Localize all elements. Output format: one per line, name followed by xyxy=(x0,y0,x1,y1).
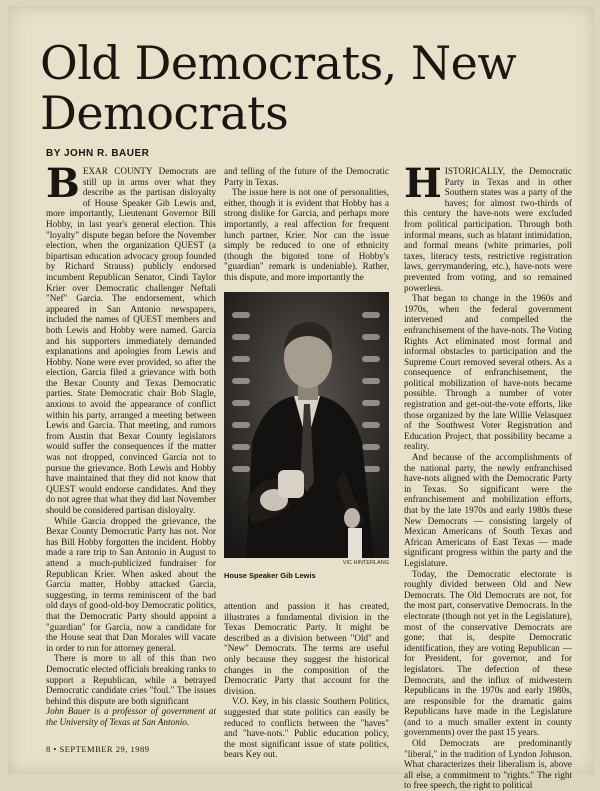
magazine-page xyxy=(8,6,594,791)
paragraph: attention and passion it has created, illustrates a fundamental division in the Texas Democratic Party. It might be described as a division between "Old" and "New" Democrats. The terms are useful only because they suggest the historical changes in the composition of the Democratic Party that account for the division. xyxy=(224,601,389,696)
paragraph: and telling of the future of the Democratic Party in Texas. xyxy=(224,166,389,187)
column-2-top xyxy=(224,166,389,288)
headline: Old Democrats, New Democrats xyxy=(40,36,517,140)
column-1 xyxy=(46,160,216,752)
paragraph: While Garcia dropped the grievance, the Bexar County Democratic Party has not. Nor has Bill Hobby forgotten the incident. Hobby made a rare trip to San Antonio in August to attend a much-publicized fundraiser for Republican Krier. When asked about the Garcia matter, Hobby attacked Garcia, suggesting, in terms reminiscent of the bad old days of good-old-boy Democratic politics, that the Democratic Party should appoint a "guardian" for Garcia, now a candidate for the House seat that Dan Morales will vacate in order to run for attorney general. xyxy=(46,515,216,653)
paragraph: And because of the accomplishments of the national party, the newly enfranchised have-nots aligned with the Democratic Party in Texas. So significant were the enfranchisement and mobilization efforts, that by the late 1970s and early 1980s these New Democrats — consisting largely of Mexican Americans of South Texas and African Americans of East Texas — made significant progress within the party and the Legislature. xyxy=(404,452,572,568)
page-folio: 8 • SEPTEMBER 29, 1989 xyxy=(46,744,150,754)
column-3 xyxy=(404,160,572,791)
drop-cap: B xyxy=(46,160,80,207)
paragraph: The issue here is not one of personalities, either, though it is evident that Hobby has a strong dislike for Garcia, and perhaps more importantly, a real affection for frequent lunch partner, Krier. Nor can the issue simply be reduced to one of ethnicity (though the bigoted tone of Hobby's "guardian" remark is undeniable). Rather, this dispute, and more importantly the xyxy=(224,187,389,282)
paragraph: That began to change in the 1960s and 1970s, when the federal government intervened and compelled the enfranchisement of the have-nots. The Voting Rights Act eliminated most formal and informal obstacles to participation and the Supreme Court removed several others. As a consequence of enfranchisement, the political mobilization of have-nots became possible. Through a number of voter registration and get-out-the-vote efforts, like those organized by the late Willie Velasquez of the Southwest Voter Registration and Education Project, that possibility became a reality. xyxy=(404,293,572,452)
paragraph: HISTORICALLY, the Democratic Party in Texas and in other Southern states was a party of the haves; for almost two-thirds of this century the have-nots were excluded from political participation. Through both informal means, such as blatant intimidation, and formal means (white primaries, poll taxes, literacy tests, restrictive registration laws, gerrymandering, etc.), have-nots were prevented from voting, and so remained powerless. xyxy=(404,160,572,293)
paragraph: There is more to all of this than two Democratic elected officials breaking ranks to support a Republican, while a betrayed Democratic candidate cries "foul." The issues behind this dispute are both significant xyxy=(46,653,216,706)
paragraph: Today, the Democratic electorate is roughly divided between Old and New Democrats. The Old Democrats are not, for the most part, conservative Democrats. In the electorate (though not yet in the Legislature), most of the conservative Democrats are gone; that is, despite Democratic identification, they are voting Republican — for President, for governor, and for legislators. The defection of these Democrats, and the influx of midwestern Republicans in the 1970s and early 1980s, are responsible for the dramatic gains Republicans have made in the Legislature (and to a much smaller extent in county governments) over the past 15 years. xyxy=(404,568,572,738)
photo-credit: VIC HINTERLANG xyxy=(342,560,389,566)
paragraph: BEXAR COUNTY Democrats are still up in arms over what they describe as the partisan disloyalty of House Speaker Gib Lewis and, more importantly, Lieutenant Governor Bill Hobby, in last year's general election. This "loyalty" dispute began before the November election, when the organization QUEST (a bipartisan education advocacy group founded by Richard Strauss) publicly endorsed incumbent Republican Senator, Cindi Taylor Krier over Democratic challenger Neftali "Nef" Garcia. The endorsement, which appeared in San Antonio newspapers, included the names of QUEST members and both Lewis and Hobby were named. Garcia and his supporters immediately demanded explanations and apologies from Lewis and Hobby. None were ever provided, so after the election, Garcia filed a grievance with both the Bexar County and Texas Democratic parties. State Democratic chair Bob Slagle, anxious to avoid the appearance of conflict within his party, arranged a meeting between Lewis and Garcia. That meeting, and rumors from Austin that Bexar County legislators would suffer the consequences if the matter was not dropped, convinced Garcia not to pursue the grievance. Both Lewis and Hobby have maintained that they did not know that QUEST would endorse candidates. And they do not agree that what they did last November should be considered partisan disloyalty. xyxy=(46,160,216,515)
byline: BY JOHN R. BAUER xyxy=(46,148,150,159)
author-note: John Bauer is a professor of government at the University of Texas at San Antonio. xyxy=(46,706,216,727)
paragraph: Old Democrats are predominantly "liberal," in the tradition of Lyndon Johnson. What characterizes their liberalism is, above all else, a commitment to "rights." The right to free speech, the right to political xyxy=(404,738,572,791)
photo-caption: House Speaker Gib Lewis xyxy=(224,571,316,580)
drop-cap: H xyxy=(404,160,442,207)
paragraph: V.O. Key, in his classic Southern Politics, suggested that state politics can easily be reduced to conflicts between the "haves" and "have-nots." Public education policy, the most significant issue of state politics, bears Key out. xyxy=(224,696,389,760)
photo-gib-lewis xyxy=(224,292,389,558)
column-2-bottom xyxy=(224,601,389,760)
